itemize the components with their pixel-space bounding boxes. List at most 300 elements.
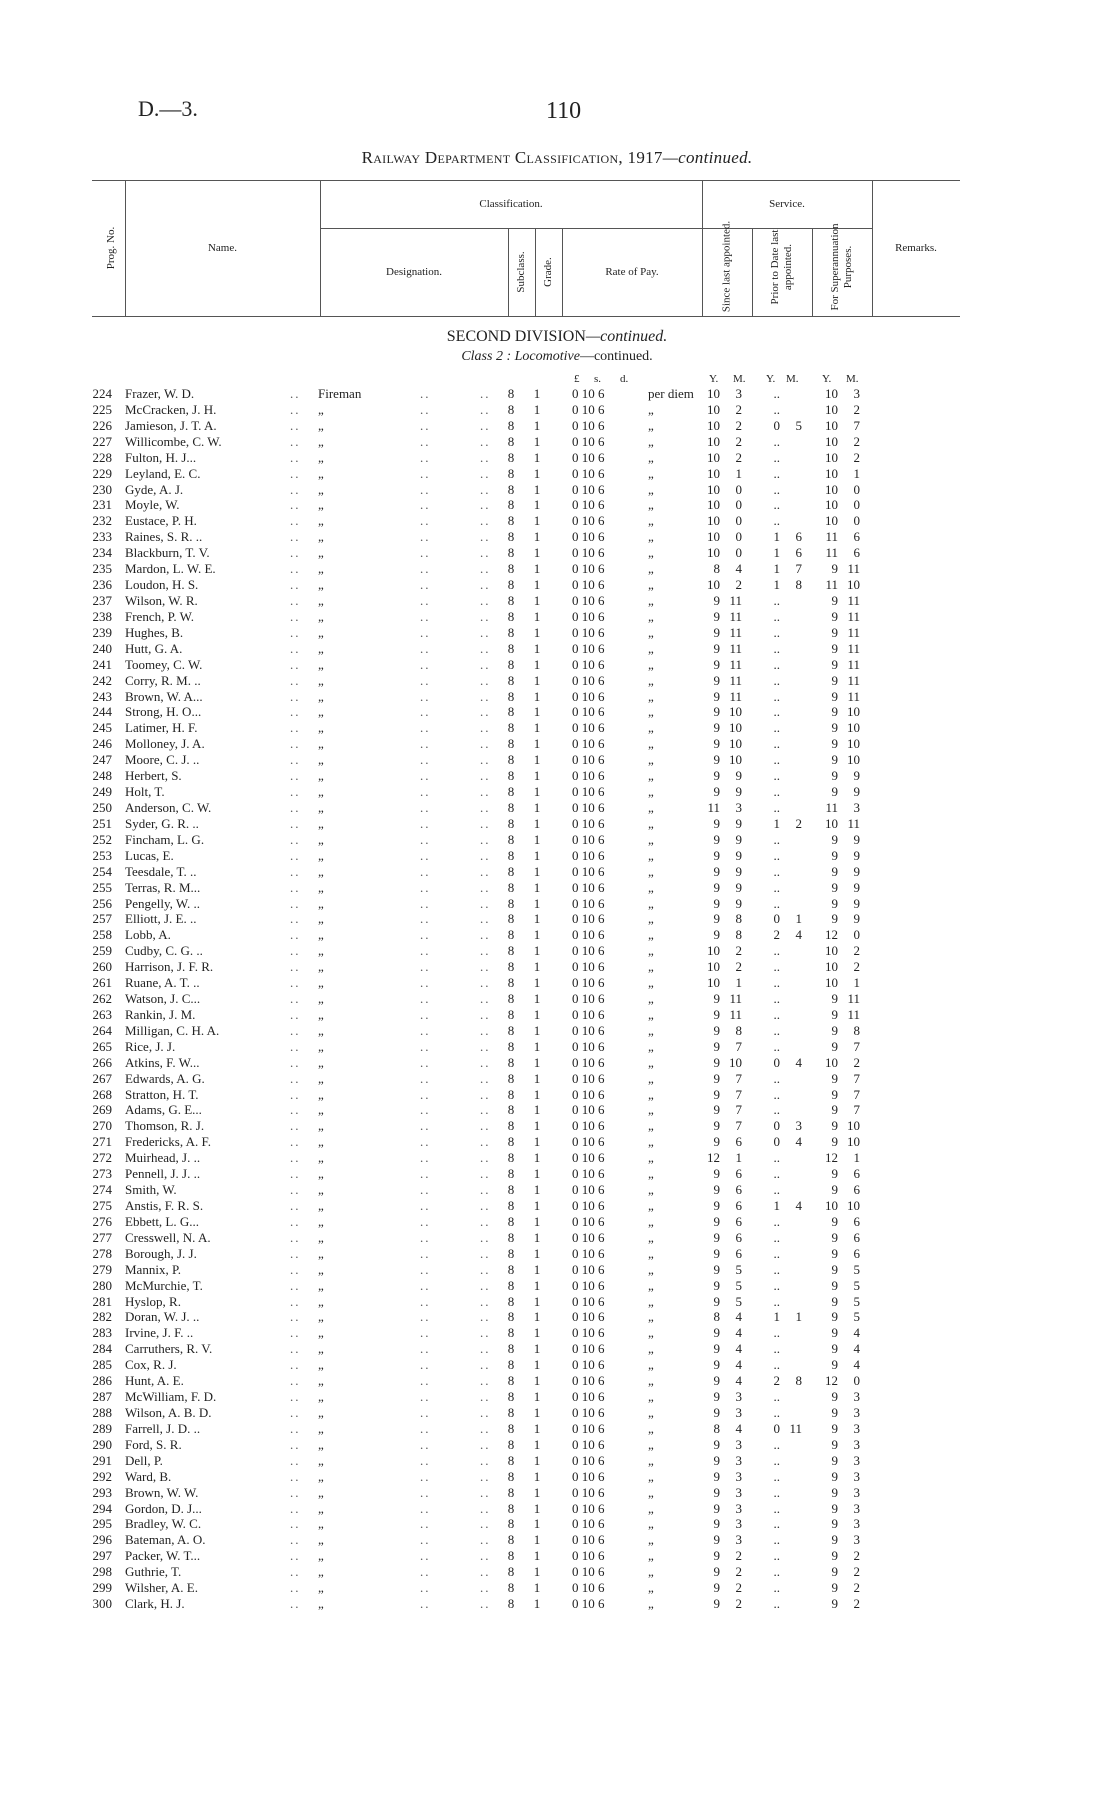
designation: „ xyxy=(318,768,324,784)
leader-dots: .. xyxy=(420,1182,431,1198)
subclass: 8 xyxy=(507,386,515,401)
prior-years: .. xyxy=(773,1086,780,1102)
rate-of-pay: 0 10 6 xyxy=(572,975,605,991)
rate-of-pay: 0 10 6 xyxy=(572,561,605,577)
leader-dots: .. xyxy=(290,704,301,720)
leader-dots: .. xyxy=(290,959,301,975)
prog-no: 241 xyxy=(92,656,112,672)
since-months: 4 xyxy=(735,561,742,577)
prior-years: .. xyxy=(773,1532,780,1548)
since-years: 10 xyxy=(707,433,720,449)
class-name: Locomotive xyxy=(514,349,580,364)
employee-name: Loudon, H. S. xyxy=(125,577,199,593)
super-months: 6 xyxy=(853,529,860,545)
super-years: 9 xyxy=(831,1564,838,1580)
prior-years: .. xyxy=(773,1436,780,1452)
since-months: 3 xyxy=(735,799,742,815)
since-years: 10 xyxy=(707,465,720,481)
designation: „ xyxy=(318,720,324,736)
leader-dots: .. xyxy=(420,465,431,481)
prog-no: 275 xyxy=(92,1198,112,1214)
since-years: 9 xyxy=(713,1596,720,1612)
leader-dots: .. xyxy=(420,1452,431,1468)
pay-period: „ xyxy=(648,863,654,879)
super-years: 10 xyxy=(825,417,838,433)
since-months: 2 xyxy=(735,1596,742,1612)
super-months: 9 xyxy=(853,831,860,847)
since-months: 3 xyxy=(735,1436,742,1452)
leader-dots: .. xyxy=(420,1229,431,1245)
leader-dots: .. xyxy=(290,1245,301,1261)
page-number: 110 xyxy=(546,98,582,124)
table-row xyxy=(0,1580,1114,1596)
pay-period: „ xyxy=(648,481,654,497)
leader-dots: .. xyxy=(420,1054,431,1070)
subclass: 8 xyxy=(507,1150,515,1166)
employee-name: Molloney, J. A. xyxy=(125,736,205,752)
leader-dots: .. xyxy=(420,481,431,497)
designation: „ xyxy=(318,831,324,847)
prog-no: 291 xyxy=(92,1452,112,1468)
division-name: SECOND DIVISION xyxy=(446,328,586,345)
grade: 1 xyxy=(533,417,541,433)
leader-dots: .. xyxy=(290,481,301,497)
subclass: 8 xyxy=(507,1198,515,1214)
leader-dots: .. xyxy=(290,1102,301,1118)
leader-dots: .. xyxy=(420,784,431,800)
since-years: 10 xyxy=(707,513,720,529)
designation: „ xyxy=(318,1006,324,1022)
grade: 1 xyxy=(533,608,541,624)
leader-dots: .. xyxy=(480,1166,491,1182)
pay-period: „ xyxy=(648,1070,654,1086)
prior-years: .. xyxy=(773,433,780,449)
leader-dots: .. xyxy=(480,1309,491,1325)
since-years: 9 xyxy=(713,1198,720,1214)
pay-period: „ xyxy=(648,1261,654,1277)
subclass: 8 xyxy=(507,704,515,720)
since-years: 10 xyxy=(707,417,720,433)
leader-dots: .. xyxy=(480,799,491,815)
rate-of-pay: 0 10 6 xyxy=(572,401,605,417)
prior-years: 1 xyxy=(773,1198,780,1214)
subclass: 8 xyxy=(507,1516,515,1532)
employee-name: Jamieson, J. T. A. xyxy=(125,417,217,433)
leader-dots: .. xyxy=(290,401,301,417)
since-months: 9 xyxy=(735,831,742,847)
designation: „ xyxy=(318,1405,324,1420)
pay-period: „ xyxy=(648,943,654,959)
pay-period: „ xyxy=(648,1468,654,1484)
leader-dots: .. xyxy=(420,417,431,433)
grade: 1 xyxy=(533,1245,541,1261)
super-months: 0 xyxy=(853,927,860,943)
grade: 1 xyxy=(533,879,541,895)
designation: „ xyxy=(318,592,324,608)
super-months: 11 xyxy=(847,672,860,688)
employee-name: Brown, W. W. xyxy=(125,1484,199,1500)
subclass: 8 xyxy=(507,513,515,529)
prog-no: 246 xyxy=(92,736,112,752)
grade: 1 xyxy=(533,736,541,752)
table-row xyxy=(0,1596,1114,1612)
subclass: 8 xyxy=(507,1245,515,1261)
subclass: 8 xyxy=(507,1357,515,1373)
prior-years: .. xyxy=(773,1166,780,1182)
leader-dots: .. xyxy=(420,1070,431,1086)
employee-name: Borough, J. J. xyxy=(125,1245,197,1261)
table-row xyxy=(0,386,1114,402)
prog-no: 259 xyxy=(92,943,112,959)
since-years: 12 xyxy=(707,1150,720,1166)
since-years: 9 xyxy=(713,911,720,927)
designation: „ xyxy=(318,656,324,672)
super-years: 11 xyxy=(825,545,838,561)
prior-years: .. xyxy=(773,784,780,800)
leader-dots: .. xyxy=(480,513,491,529)
leader-dots: .. xyxy=(420,1405,431,1420)
subclass: 8 xyxy=(507,1022,515,1038)
pay-period: „ xyxy=(648,704,654,720)
table-row xyxy=(0,1007,1114,1023)
prior-months: 8 xyxy=(795,1373,802,1389)
leader-dots: .. xyxy=(420,1373,431,1389)
employee-name: Thomson, R. J. xyxy=(125,1118,205,1134)
super-months: 6 xyxy=(853,1213,860,1229)
leader-dots: .. xyxy=(480,975,491,991)
subclass: 8 xyxy=(507,592,515,608)
super-months: 4 xyxy=(853,1341,860,1357)
since-years: 9 xyxy=(713,863,720,879)
since-years: 9 xyxy=(713,927,720,943)
super-months: 11 xyxy=(847,688,860,704)
pay-period: „ xyxy=(648,1006,654,1022)
grade: 1 xyxy=(533,1038,541,1054)
super-months: 10 xyxy=(847,704,860,720)
leader-dots: .. xyxy=(480,720,491,736)
class-title xyxy=(0,349,1114,365)
designation: „ xyxy=(318,1596,324,1612)
leader-dots: .. xyxy=(420,1309,431,1325)
leader-dots: .. xyxy=(290,1006,301,1022)
table-row xyxy=(0,1055,1114,1071)
prior-years: .. xyxy=(773,608,780,624)
subclass: 8 xyxy=(507,1134,515,1150)
super-years: 9 xyxy=(831,1102,838,1118)
designation: „ xyxy=(318,736,324,752)
rate-of-pay: 0 10 6 xyxy=(572,1102,605,1118)
prog-no: 229 xyxy=(92,465,112,481)
pay-period: „ xyxy=(648,656,654,672)
designation: „ xyxy=(318,1309,324,1325)
employee-name: McWilliam, F. D. xyxy=(125,1389,217,1405)
since-years: 9 xyxy=(713,640,720,656)
super-months: 10 xyxy=(847,752,860,768)
grade: 1 xyxy=(533,545,541,561)
leader-dots: .. xyxy=(480,577,491,593)
leader-dots: .. xyxy=(480,1580,491,1596)
super-months: 9 xyxy=(853,784,860,800)
leader-dots: .. xyxy=(420,1293,431,1309)
leader-dots: .. xyxy=(290,879,301,895)
rate-of-pay: 0 10 6 xyxy=(572,656,605,672)
prior-years: .. xyxy=(773,1500,780,1516)
prior-years: .. xyxy=(773,1564,780,1580)
leader-dots: .. xyxy=(290,1357,301,1373)
table-row xyxy=(0,1325,1114,1341)
pay-period: „ xyxy=(648,608,654,624)
pay-period: „ xyxy=(648,815,654,831)
leader-dots: .. xyxy=(480,433,491,449)
prior-years: .. xyxy=(773,1277,780,1293)
since-years: 10 xyxy=(707,481,720,497)
grade: 1 xyxy=(533,561,541,577)
leader-dots: .. xyxy=(290,1325,301,1341)
leader-dots: .. xyxy=(480,1245,491,1261)
leader-dots: .. xyxy=(480,1341,491,1357)
designation: „ xyxy=(318,863,324,879)
rate-of-pay: 0 10 6 xyxy=(572,911,605,927)
pay-period: „ xyxy=(648,799,654,815)
rate-of-pay: 0 10 6 xyxy=(572,1484,605,1500)
designation: „ xyxy=(318,608,324,624)
grade: 1 xyxy=(533,943,541,959)
employee-name: Fredericks, A. F. xyxy=(125,1134,211,1150)
since-years: 11 xyxy=(707,799,720,815)
subclass: 8 xyxy=(507,481,515,497)
super-years: 9 xyxy=(831,847,838,863)
leader-dots: .. xyxy=(480,465,491,481)
employee-name: Willicombe, C. W. xyxy=(125,433,222,449)
designation: „ xyxy=(318,577,324,593)
prior-years: .. xyxy=(773,1006,780,1022)
table-row xyxy=(0,784,1114,800)
leader-dots: .. xyxy=(480,1006,491,1022)
rate-of-pay: 0 10 6 xyxy=(572,640,605,656)
prior-months: 4 xyxy=(795,1054,802,1070)
super-years: 9 xyxy=(831,672,838,688)
since-years: 9 xyxy=(713,624,720,640)
super-years: 10 xyxy=(825,959,838,975)
leader-dots: .. xyxy=(290,1198,301,1214)
table-row xyxy=(0,1485,1114,1501)
super-months: 3 xyxy=(853,1532,860,1548)
super-months: 11 xyxy=(847,1006,860,1022)
super-months: 6 xyxy=(853,1229,860,1245)
header-prior-to: Prior to Date last appointed. xyxy=(769,229,794,305)
super-months: 11 xyxy=(847,624,860,640)
employee-name: Packer, W. T... xyxy=(125,1548,201,1564)
leader-dots: .. xyxy=(290,640,301,656)
pay-period: „ xyxy=(648,1277,654,1293)
header-divider xyxy=(508,228,509,316)
designation: „ xyxy=(318,672,324,688)
grade: 1 xyxy=(533,1309,541,1325)
employee-name: Mannix, P. xyxy=(125,1261,181,1277)
super-years: 9 xyxy=(831,1006,838,1022)
super-months: 1 xyxy=(853,975,860,991)
employee-name: Wilson, W. R. xyxy=(125,592,198,608)
since-years: 9 xyxy=(713,1500,720,1516)
pay-period: „ xyxy=(648,831,654,847)
leader-dots: .. xyxy=(420,640,431,656)
since-years: 9 xyxy=(713,991,720,1007)
subclass: 8 xyxy=(507,927,515,943)
leader-dots: .. xyxy=(290,1389,301,1405)
leader-dots: .. xyxy=(290,1277,301,1293)
pay-period: „ xyxy=(648,1580,654,1596)
super-months: 2 xyxy=(853,1564,860,1580)
leader-dots: .. xyxy=(480,1118,491,1134)
rate-of-pay: 0 10 6 xyxy=(572,1548,605,1564)
prog-no: 278 xyxy=(92,1245,112,1261)
super-months: 0 xyxy=(853,513,860,529)
designation: „ xyxy=(318,513,324,529)
table-row xyxy=(0,1516,1114,1532)
table-row xyxy=(0,673,1114,689)
prog-no: 239 xyxy=(92,624,112,640)
employee-name: Holt, T. xyxy=(125,784,165,800)
super-years: 9 xyxy=(831,1532,838,1548)
subclass: 8 xyxy=(507,1341,515,1357)
rate-of-pay: 0 10 6 xyxy=(572,799,605,815)
designation: „ xyxy=(318,1500,324,1516)
leader-dots: .. xyxy=(290,1166,301,1182)
prior-years: 0 xyxy=(773,1118,780,1134)
grade: 1 xyxy=(533,1548,541,1564)
table-row xyxy=(0,434,1114,450)
rate-of-pay: 0 10 6 xyxy=(572,624,605,640)
table-row xyxy=(0,752,1114,768)
employee-name: Eustace, P. H. xyxy=(125,513,197,529)
rate-of-pay: 0 10 6 xyxy=(572,1229,605,1245)
since-months: 7 xyxy=(735,1038,742,1054)
since-years: 10 xyxy=(707,943,720,959)
prog-no: 300 xyxy=(92,1596,112,1612)
prog-no: 231 xyxy=(92,497,112,513)
table-row xyxy=(0,1230,1114,1246)
since-months: 2 xyxy=(735,943,742,959)
leader-dots: .. xyxy=(290,1420,301,1436)
leader-dots: .. xyxy=(290,449,301,465)
grade: 1 xyxy=(533,592,541,608)
subclass: 8 xyxy=(507,1564,515,1580)
prog-no: 254 xyxy=(92,863,112,879)
employee-name: Rankin, J. M. xyxy=(125,1006,196,1022)
pay-period: „ xyxy=(648,991,654,1007)
super-years: 9 xyxy=(831,1022,838,1038)
super-years: 9 xyxy=(831,1596,838,1612)
subclass: 8 xyxy=(507,1038,515,1054)
employee-name: French, P. W. xyxy=(125,608,194,624)
leader-dots: .. xyxy=(480,1468,491,1484)
prior-months: 4 xyxy=(795,1134,802,1150)
table-row xyxy=(0,1118,1114,1134)
leader-dots: .. xyxy=(480,1564,491,1580)
table-row xyxy=(0,418,1114,434)
table-row xyxy=(0,561,1114,577)
title-continued: —continued. xyxy=(662,148,753,167)
since-years: 9 xyxy=(713,672,720,688)
grade: 1 xyxy=(533,799,541,815)
prior-years: .. xyxy=(773,736,780,752)
since-years: 10 xyxy=(707,975,720,991)
employee-name: Ebbett, L. G... xyxy=(125,1213,200,1229)
prior-years: 1 xyxy=(773,545,780,561)
prog-no: 262 xyxy=(92,991,112,1007)
prior-years: 0 xyxy=(773,1054,780,1070)
rate-of-pay: 0 10 6 xyxy=(572,927,605,943)
leader-dots: .. xyxy=(420,752,431,768)
since-months: 7 xyxy=(735,1118,742,1134)
super-years: 9 xyxy=(831,1389,838,1405)
rate-of-pay: 0 10 6 xyxy=(572,784,605,800)
leader-dots: .. xyxy=(420,1564,431,1580)
subclass: 8 xyxy=(507,1102,515,1118)
unit-super-years: Y. xyxy=(822,373,832,385)
leader-dots: .. xyxy=(480,704,491,720)
prog-no: 252 xyxy=(92,831,112,847)
leader-dots: .. xyxy=(420,1468,431,1484)
designation: „ xyxy=(318,1373,324,1389)
leader-dots: .. xyxy=(290,433,301,449)
employee-name: Ruane, A. T. .. xyxy=(125,975,200,991)
table-row xyxy=(0,1357,1114,1373)
prior-months: 6 xyxy=(795,529,802,545)
super-years: 12 xyxy=(825,1150,838,1166)
designation: „ xyxy=(318,752,324,768)
designation: „ xyxy=(318,465,324,481)
leader-dots: .. xyxy=(420,624,431,640)
super-years: 12 xyxy=(825,927,838,943)
leader-dots: .. xyxy=(420,672,431,688)
prog-no: 260 xyxy=(92,959,112,975)
leader-dots: .. xyxy=(290,1038,301,1054)
table-row xyxy=(0,1453,1114,1469)
prior-years: .. xyxy=(773,688,780,704)
rate-of-pay: 0 10 6 xyxy=(572,943,605,959)
super-months: 10 xyxy=(847,577,860,593)
leader-dots: .. xyxy=(420,1532,431,1548)
super-months: 2 xyxy=(853,433,860,449)
leader-dots: .. xyxy=(420,1389,431,1405)
since-months: 3 xyxy=(735,1405,742,1420)
designation: „ xyxy=(318,433,324,449)
since-years: 9 xyxy=(713,1166,720,1182)
table-row xyxy=(0,1389,1114,1405)
prog-no: 236 xyxy=(92,577,112,593)
grade: 1 xyxy=(533,831,541,847)
leader-dots: .. xyxy=(290,768,301,784)
pay-period: „ xyxy=(648,1405,654,1420)
prog-no: 276 xyxy=(92,1213,112,1229)
since-months: 2 xyxy=(735,417,742,433)
subclass: 8 xyxy=(507,1373,515,1389)
pay-period: „ xyxy=(648,465,654,481)
designation: „ xyxy=(318,1580,324,1596)
rate-of-pay: 0 10 6 xyxy=(572,608,605,624)
prog-no: 243 xyxy=(92,688,112,704)
prior-years: .. xyxy=(773,1229,780,1245)
grade: 1 xyxy=(533,640,541,656)
grade: 1 xyxy=(533,1102,541,1118)
prog-no: 287 xyxy=(92,1389,112,1405)
prog-no: 225 xyxy=(92,401,112,417)
prog-no: 242 xyxy=(92,672,112,688)
pay-period: „ xyxy=(648,1245,654,1261)
prog-no: 267 xyxy=(92,1070,112,1086)
leader-dots: .. xyxy=(480,1150,491,1166)
